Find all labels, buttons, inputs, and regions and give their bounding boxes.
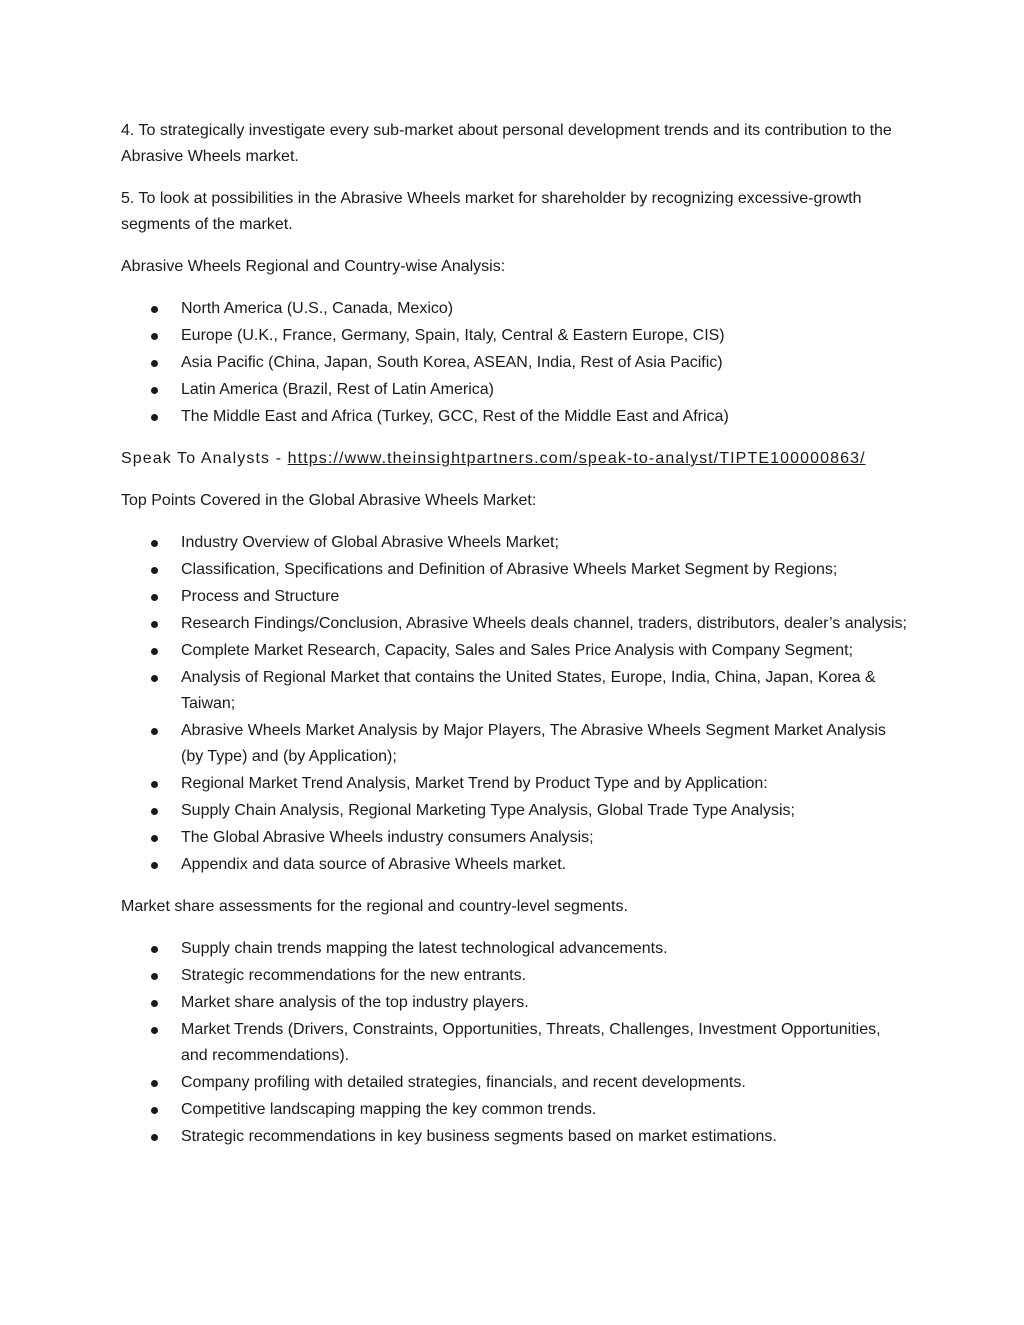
document-page: [121, 118, 911, 1166]
list-item-text: Market Trends (Drivers, Constraints, Opportunities, Threats, Challenges, Investment Opportunities, and recommendations).: [181, 1021, 881, 1064]
list-item-text: The Global Abrasive Wheels industry consumers Analysis;: [181, 829, 594, 846]
bullet-icon: [151, 333, 158, 340]
regions-list: [121, 296, 911, 430]
list-item-text: Company profiling with detailed strategies, financials, and recent developments.: [181, 1074, 746, 1091]
list-item-text: The Middle East and Africa (Turkey, GCC, Rest of the Middle East and Africa): [181, 408, 729, 425]
list-item: [121, 1070, 911, 1096]
list-item-text: Complete Market Research, Capacity, Sales and Sales Price Analysis with Company Segment;: [181, 642, 854, 659]
list-item-text: Supply Chain Analysis, Regional Marketing Type Analysis, Global Trade Type Analysis;: [181, 802, 795, 819]
bullet-icon: [151, 540, 158, 547]
bullet-icon: [151, 728, 158, 735]
bullet-icon: [151, 808, 158, 815]
list-item-text: Classification, Specifications and Definition of Abrasive Wheels Market Segment by Regions;: [181, 561, 838, 578]
list-item: [121, 350, 911, 376]
bullet-icon: [151, 835, 158, 842]
list-item-text: North America (U.S., Canada, Mexico): [181, 300, 454, 317]
list-item: [121, 404, 911, 430]
bullet-icon: [151, 946, 158, 953]
list-item-text: Europe (U.K., France, Germany, Spain, Italy, Central & Eastern Europe, CIS): [181, 327, 725, 344]
list-item: [121, 771, 911, 797]
bullet-icon: [151, 648, 158, 655]
list-item: [121, 557, 911, 583]
market-share-heading: Market share assessments for the regional and country-level segments.: [121, 898, 628, 915]
list-item-text: Abrasive Wheels Market Analysis by Major Players, The Abrasive Wheels Segment Market Analysis (by Type) and (by Application);: [181, 722, 886, 765]
list-item-text: Supply chain trends mapping the latest technological advancements.: [181, 940, 668, 957]
list-item-text: Appendix and data source of Abrasive Wheels market.: [181, 856, 567, 873]
speak-to-analysts: [121, 446, 911, 472]
bullet-icon: [151, 862, 158, 869]
list-item-text: Regional Market Trend Analysis, Market Trend by Product Type and by Application:: [181, 775, 768, 792]
bullet-icon: [151, 387, 158, 394]
market-share-list: [121, 936, 911, 1150]
bullet-icon: [151, 1134, 158, 1141]
list-item-text: Market share analysis of the top industry players.: [181, 994, 529, 1011]
list-item: [121, 584, 911, 610]
list-item: [121, 825, 911, 851]
bullet-icon: [151, 621, 158, 628]
top-points-heading: Top Points Covered in the Global Abrasive Wheels Market:: [121, 492, 537, 509]
bullet-icon: [151, 567, 158, 574]
list-item-text: Asia Pacific (China, Japan, South Korea, ASEAN, India, Rest of Asia Pacific): [181, 354, 723, 371]
list-item: [121, 530, 911, 556]
bullet-icon: [151, 1080, 158, 1087]
list-item: [121, 1017, 911, 1069]
bullet-icon: [151, 1000, 158, 1007]
speak-to-analyst-link[interactable]: https://www.theinsightpartners.com/speak-to-analyst/TIPTE100000863/: [287, 450, 866, 467]
bullet-icon: [151, 1027, 158, 1034]
list-item-text: Latin America (Brazil, Rest of Latin America): [181, 381, 495, 398]
bullet-icon: [151, 973, 158, 980]
list-item: [121, 377, 911, 403]
paragraph-objective-5: 5. To look at possibilities in the Abrasive Wheels market for shareholder by recognizing excessive-growth segments of the market.: [121, 190, 862, 233]
list-item-text: Industry Overview of Global Abrasive Wheels Market;: [181, 534, 559, 551]
list-item-text: Research Findings/Conclusion, Abrasive Wheels deals channel, traders, distributors, dealer’s analysis;: [181, 615, 907, 632]
list-item: [121, 936, 911, 962]
list-item: [121, 718, 911, 770]
list-item-text: Competitive landscaping mapping the key common trends.: [181, 1101, 597, 1118]
bullet-icon: [151, 781, 158, 788]
list-item: [121, 852, 911, 878]
list-item: [121, 798, 911, 824]
bullet-icon: [151, 360, 158, 367]
list-item-text: Process and Structure: [181, 588, 340, 605]
speak-to-analysts-label: Speak To Analysts -: [121, 450, 288, 467]
top-points-list: [121, 530, 911, 878]
list-item: [121, 611, 911, 637]
list-item: [121, 990, 911, 1016]
list-item-text: Analysis of Regional Market that contains the United States, Europe, India, China, Japan, Korea & Taiwan;: [181, 669, 876, 712]
paragraph-objective-4: 4. To strategically investigate every sub-market about personal development trends and its contribution to the Abrasive Wheels market.: [121, 122, 892, 165]
bullet-icon: [151, 306, 158, 313]
bullet-icon: [151, 414, 158, 421]
list-item: [121, 1124, 911, 1150]
list-item: [121, 323, 911, 349]
bullet-icon: [151, 675, 158, 682]
list-item: [121, 296, 911, 322]
list-item-text: Strategic recommendations in key business segments based on market estimations.: [181, 1128, 777, 1145]
list-item-text: Strategic recommendations for the new entrants.: [181, 967, 527, 984]
regional-analysis-heading: Abrasive Wheels Regional and Country-wise Analysis:: [121, 258, 506, 275]
list-item: [121, 638, 911, 664]
bullet-icon: [151, 1107, 158, 1114]
list-item: [121, 665, 911, 717]
list-item: [121, 1097, 911, 1123]
bullet-icon: [151, 594, 158, 601]
list-item: [121, 963, 911, 989]
